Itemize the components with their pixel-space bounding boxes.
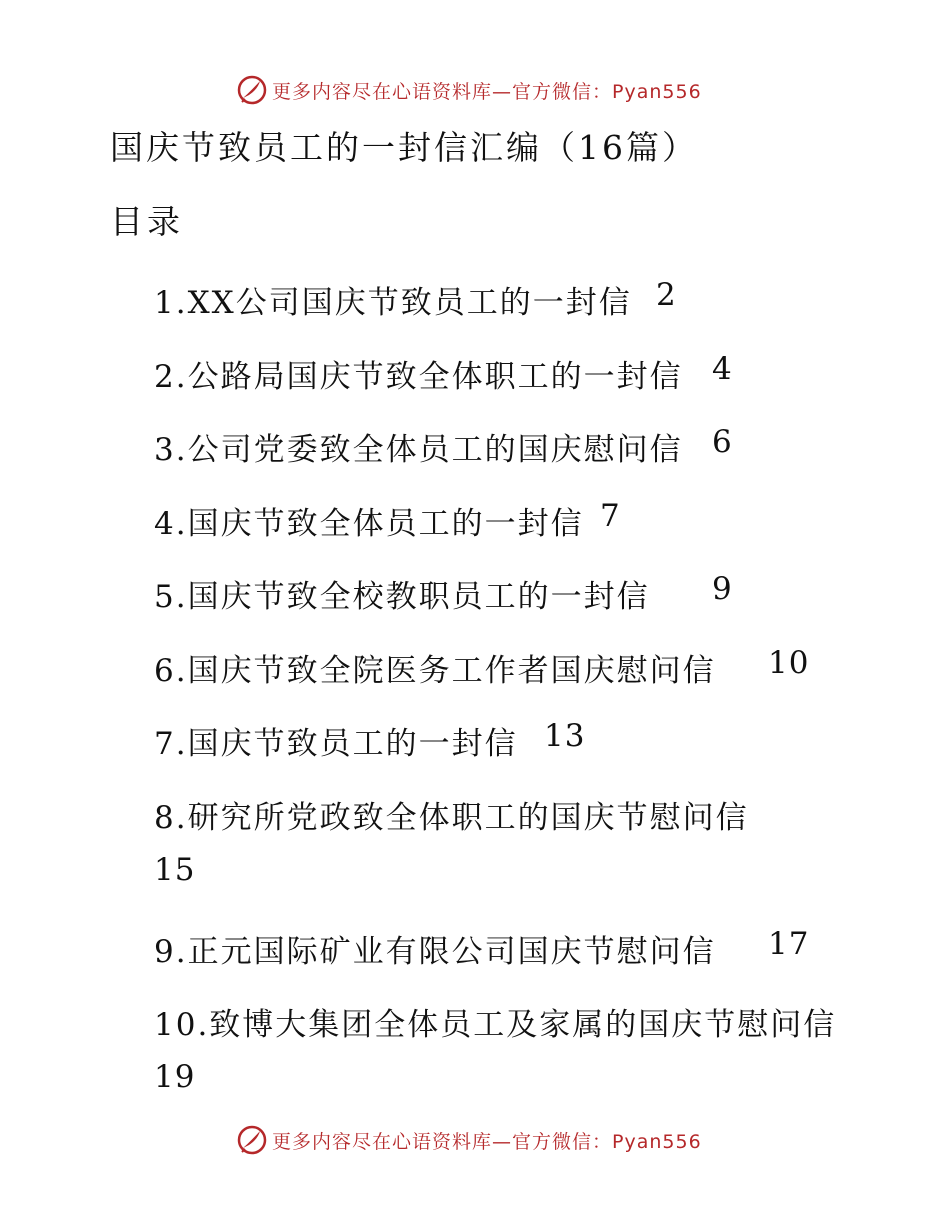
document-title: 国庆节致员工的一封信汇编（16篇） xyxy=(110,128,698,167)
header-banner xyxy=(236,72,702,108)
toc-page-4: 7 xyxy=(600,498,621,534)
toc-item-10[interactable]: 10.致博大集团全体员工及家属的国庆节慰问信 xyxy=(154,1007,837,1043)
toc-item-3[interactable]: 3.公司党委致全体员工的国庆慰问信 xyxy=(154,432,683,468)
toc-page-9: 17 xyxy=(768,926,810,962)
toc-page-5: 9 xyxy=(712,571,733,607)
toc-item-8[interactable]: 8.研究所党政致全体职工的国庆节慰问信 xyxy=(154,800,749,836)
toc-item-6[interactable]: 6.国庆节致全院医务工作者国庆慰问信 xyxy=(154,653,716,689)
toc-page-1: 2 xyxy=(656,277,677,313)
toc-heading: 目录 xyxy=(110,202,184,241)
toc-page-8: 15 xyxy=(154,852,196,888)
toc-item-7[interactable]: 7.国庆节致员工的一封信 xyxy=(154,726,518,762)
quill-pen-logo-icon xyxy=(236,1124,268,1156)
toc-page-10: 19 xyxy=(154,1059,196,1095)
toc-item-9[interactable]: 9.正元国际矿业有限公司国庆节慰问信 xyxy=(154,934,716,970)
toc-item-1[interactable]: 1.XX公司国庆节致员工的一封信 xyxy=(154,285,632,321)
quill-pen-logo-icon xyxy=(236,74,268,106)
toc-page-7: 13 xyxy=(544,718,586,754)
toc-item-2[interactable]: 2.公路局国庆节致全体职工的一封信 xyxy=(154,359,683,395)
toc-page-6: 10 xyxy=(768,645,810,681)
banner-text: 更多内容尽在心语资料库—官方微信：Pyan556 xyxy=(272,80,702,103)
banner-text: 更多内容尽在心语资料库—官方微信：Pyan556 xyxy=(272,1130,702,1153)
toc-item-4[interactable]: 4.国庆节致全体员工的一封信 xyxy=(154,506,584,542)
footer-banner xyxy=(236,1122,702,1158)
toc-page-3: 6 xyxy=(712,424,733,460)
toc-page-2: 4 xyxy=(712,351,733,387)
toc-item-5[interactable]: 5.国庆节致全校教职员工的一封信 xyxy=(154,579,650,615)
